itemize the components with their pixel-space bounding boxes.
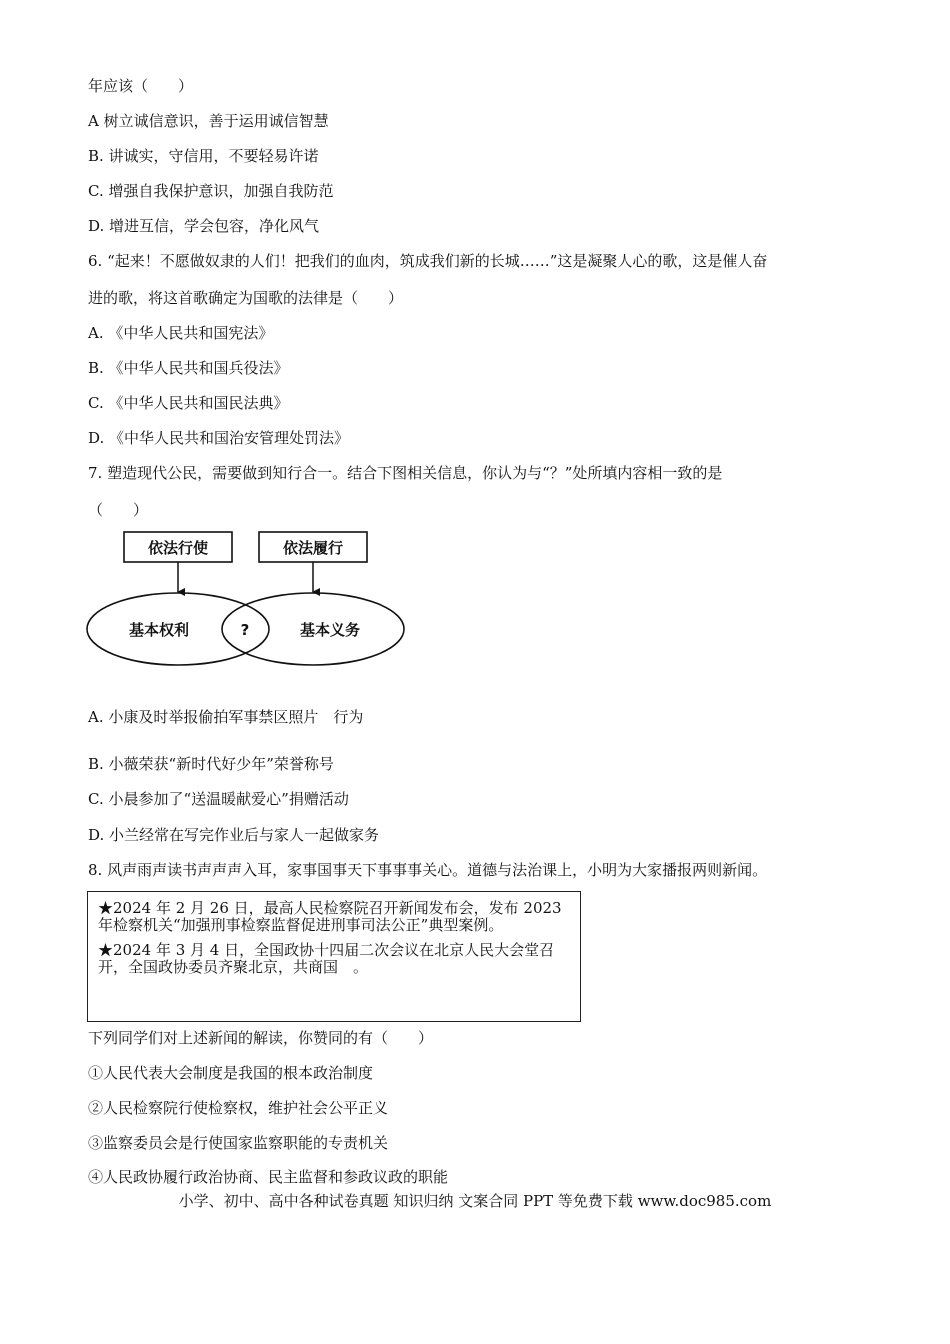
q7-option-c: C. 小晨参加了“送温暖献爱心”捐赠活动 — [88, 790, 349, 808]
q5-option-d: D. 增进互信，学会包容，净化风气 — [88, 217, 320, 235]
q6-stem-line1: 6. “起来！不愿做奴隶的人们！把我们的血肉，筑成我们新的长城……”这是凝聚人心的歌，这是催人奋 — [88, 252, 768, 270]
q6-option-b: B. 《中华人民共和国兵役法》 — [88, 359, 289, 377]
q8-statement-1: ①人民代表大会制度是我国的根本政治制度 — [88, 1064, 374, 1082]
q6-option-a: A. 《中华人民共和国宪法》 — [88, 324, 274, 342]
q8-statement-4: ④人民政协履行政治协商、民主监督和参政议政的职能 — [88, 1168, 449, 1186]
q5-option-c: C. 增强自我保护意识，加强自我防范 — [88, 182, 334, 200]
q7-stem-line2: （ ） — [88, 501, 149, 519]
rights-duties-diagram — [82, 528, 412, 673]
q8-stem: 8. 风声雨声读书声声声入耳，家事国事天下事事事关心。道德与法治课上，小明为大家播报两则新闻。 — [88, 861, 768, 879]
box-fulfill-label: 依法履行 — [282, 539, 344, 557]
q8-statement-2: ②人民检察院行使检察权，维护社会公平正义 — [88, 1099, 389, 1117]
q8-statement-3: ③监察委员会是行使国家监察职能的专责机关 — [88, 1134, 389, 1152]
q5-option-b: B. 讲诚实，守信用，不要轻易许诺 — [88, 147, 319, 165]
page-footer: 小学、初中、高中各种试卷真题 知识归纳 文案合同 PPT 等免费下载 www.doc985.com — [178, 1192, 772, 1210]
box-exercise-label: 依法行使 — [147, 539, 209, 557]
q7-option-a: A. 小康及时举报偷拍军事禁区照片 行为 — [88, 708, 364, 726]
q7-stem-line1: 7. 塑造现代公民，需要做到知行合一。结合下图相关信息，你认为与“？”处所填内容相一致的是 — [88, 464, 723, 482]
circle-rights-label: 基本权利 — [128, 621, 190, 639]
q5-stem-end: 年应该（ ） — [88, 77, 194, 95]
q7-option-d: D. 小兰经常在写完作业后与家人一起做家务 — [88, 826, 380, 844]
q7-option-b: B. 小薇荣获“新时代好少年”荣誉称号 — [88, 755, 334, 773]
q6-option-c: C. 《中华人民共和国民法典》 — [88, 394, 289, 412]
news-item-2: ★2024 年 3 月 4 日，全国政协十四届二次会议在北京人民大会堂召开，全国政协委员齐聚北京，共商国 。 — [98, 941, 555, 976]
q6-stem-line2: 进的歌，将这首歌确定为国歌的法律是（ ） — [88, 289, 404, 307]
news-item-1: ★2024 年 2 月 26 日，最高人民检察院召开新闻发布会，发布 2023 年检察机关“加强刑事检察监督促进刑事司法公正”典型案例。 — [98, 899, 562, 934]
q6-option-d: D. 《中华人民共和国治安管理处罚法》 — [88, 429, 350, 447]
overlap-question-mark: ? — [240, 621, 250, 639]
q8-question: 下列同学们对上述新闻的解读，你赞同的有（ ） — [88, 1029, 434, 1047]
q5-option-a: A 树立诚信意识，善于运用诚信智慧 — [88, 112, 329, 130]
circle-duties-label: 基本义务 — [299, 621, 361, 639]
news-box — [87, 891, 581, 1022]
